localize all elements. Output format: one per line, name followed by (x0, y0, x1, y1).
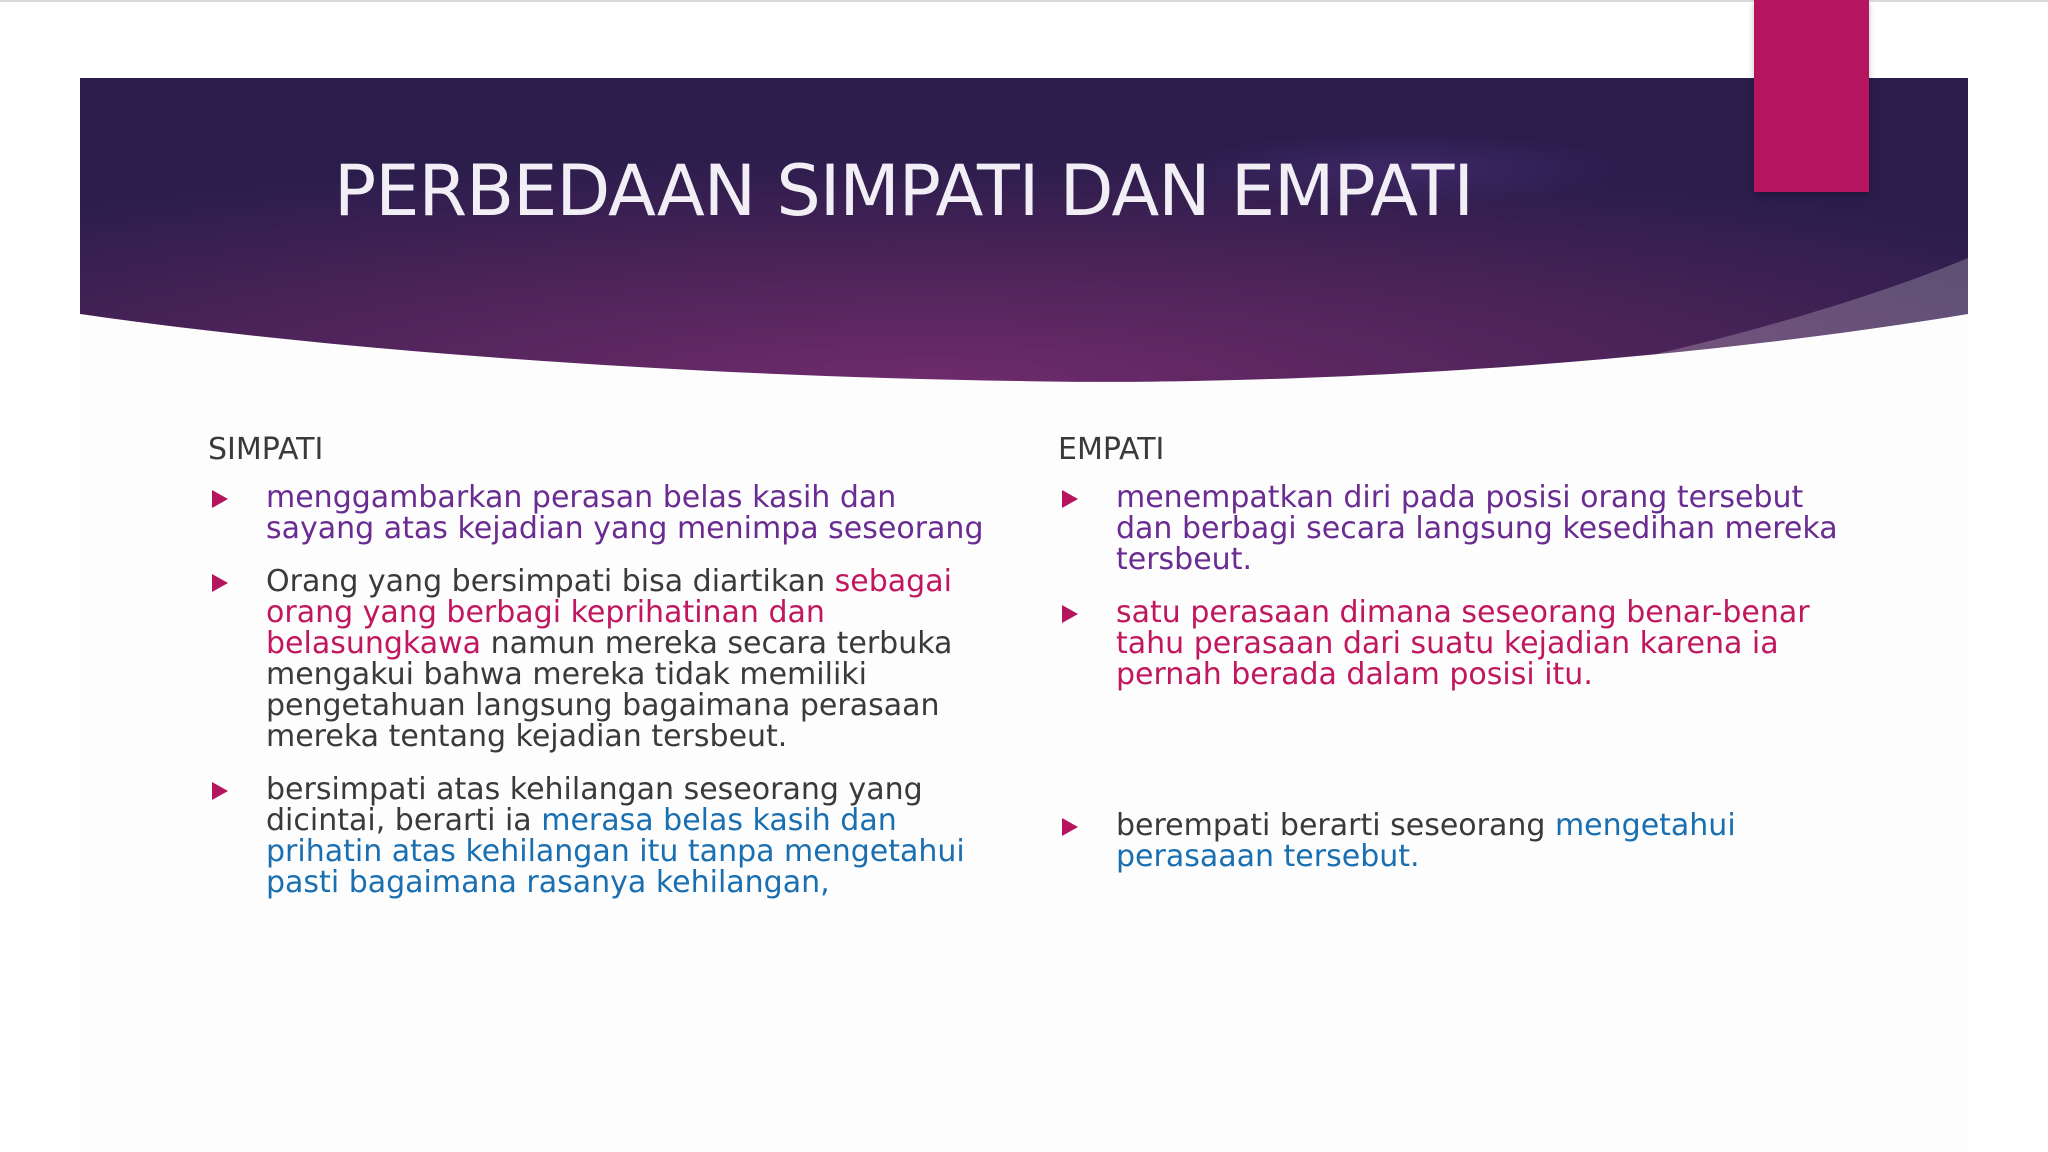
empati-bullet-2-text: satu perasaan dimana seseorang benar-benar tahu perasaan dari suatu kejadian karena ia pernah berada dalam posisi itu. (1116, 595, 1810, 692)
simpati-column (208, 428, 1008, 920)
empati-bullet-3-text-highlight: mengetahui perasaaan tersebut. (1116, 808, 1736, 874)
bullet-arrow-icon (212, 782, 228, 800)
slide-title: PERBEDAAN SIMPATI DAN EMPATI (334, 150, 1474, 232)
simpati-bullet-2-text-a: Orang yang bersimpati bisa diartikan (266, 564, 835, 599)
simpati-bullet-1 (208, 482, 1008, 544)
simpati-bullet-2-text-b: namun mereka secara terbuka mengakui bahwa mereka tidak memiliki pengetahuan langsung bagaimana perasaan mereka tentang kejadian tersbeut. (266, 626, 953, 754)
simpati-bullet-2-text-highlight: sebagai orang yang berbagi keprihatinan dan belasungkawa (266, 564, 952, 661)
empati-bullet-1 (1058, 482, 1848, 575)
empati-bullet-3-text-a: berempati berarti seseorang (1116, 808, 1555, 843)
bullet-arrow-icon (1062, 490, 1078, 508)
empati-column (1058, 428, 1848, 894)
simpati-bullet-1-text: menggambarkan perasan belas kasih dan sayang atas kejadian yang menimpa seseorang (266, 480, 984, 546)
simpati-heading: SIMPATI (208, 432, 324, 467)
bullet-arrow-icon (212, 490, 228, 508)
bullet-arrow-icon (1062, 818, 1078, 836)
empati-bullet-1-text: menempatkan diri pada posisi orang tersebut dan berbagi secara langsung kesedihan mereka tersbeut. (1116, 480, 1838, 577)
empati-heading: EMPATI (1058, 432, 1165, 467)
empati-bullet-3 (1058, 810, 1848, 872)
window-top-border (0, 0, 2048, 2)
simpati-bullet-2 (208, 566, 1008, 752)
simpati-bullet-3 (208, 774, 1008, 898)
accent-tab (1754, 0, 1869, 192)
simpati-bullet-3-text-highlight: merasa belas kasih dan prihatin atas kehilangan itu tanpa mengetahui pasti bagaimana rasanya kehilangan, (266, 803, 965, 900)
empati-bullet-2 (1058, 597, 1848, 690)
bullet-arrow-icon (212, 574, 228, 592)
simpati-bullet-3-text-a: bersimpati atas kehilangan seseorang yang dicintai, berarti ia (266, 772, 923, 838)
bullet-arrow-icon (1062, 605, 1078, 623)
